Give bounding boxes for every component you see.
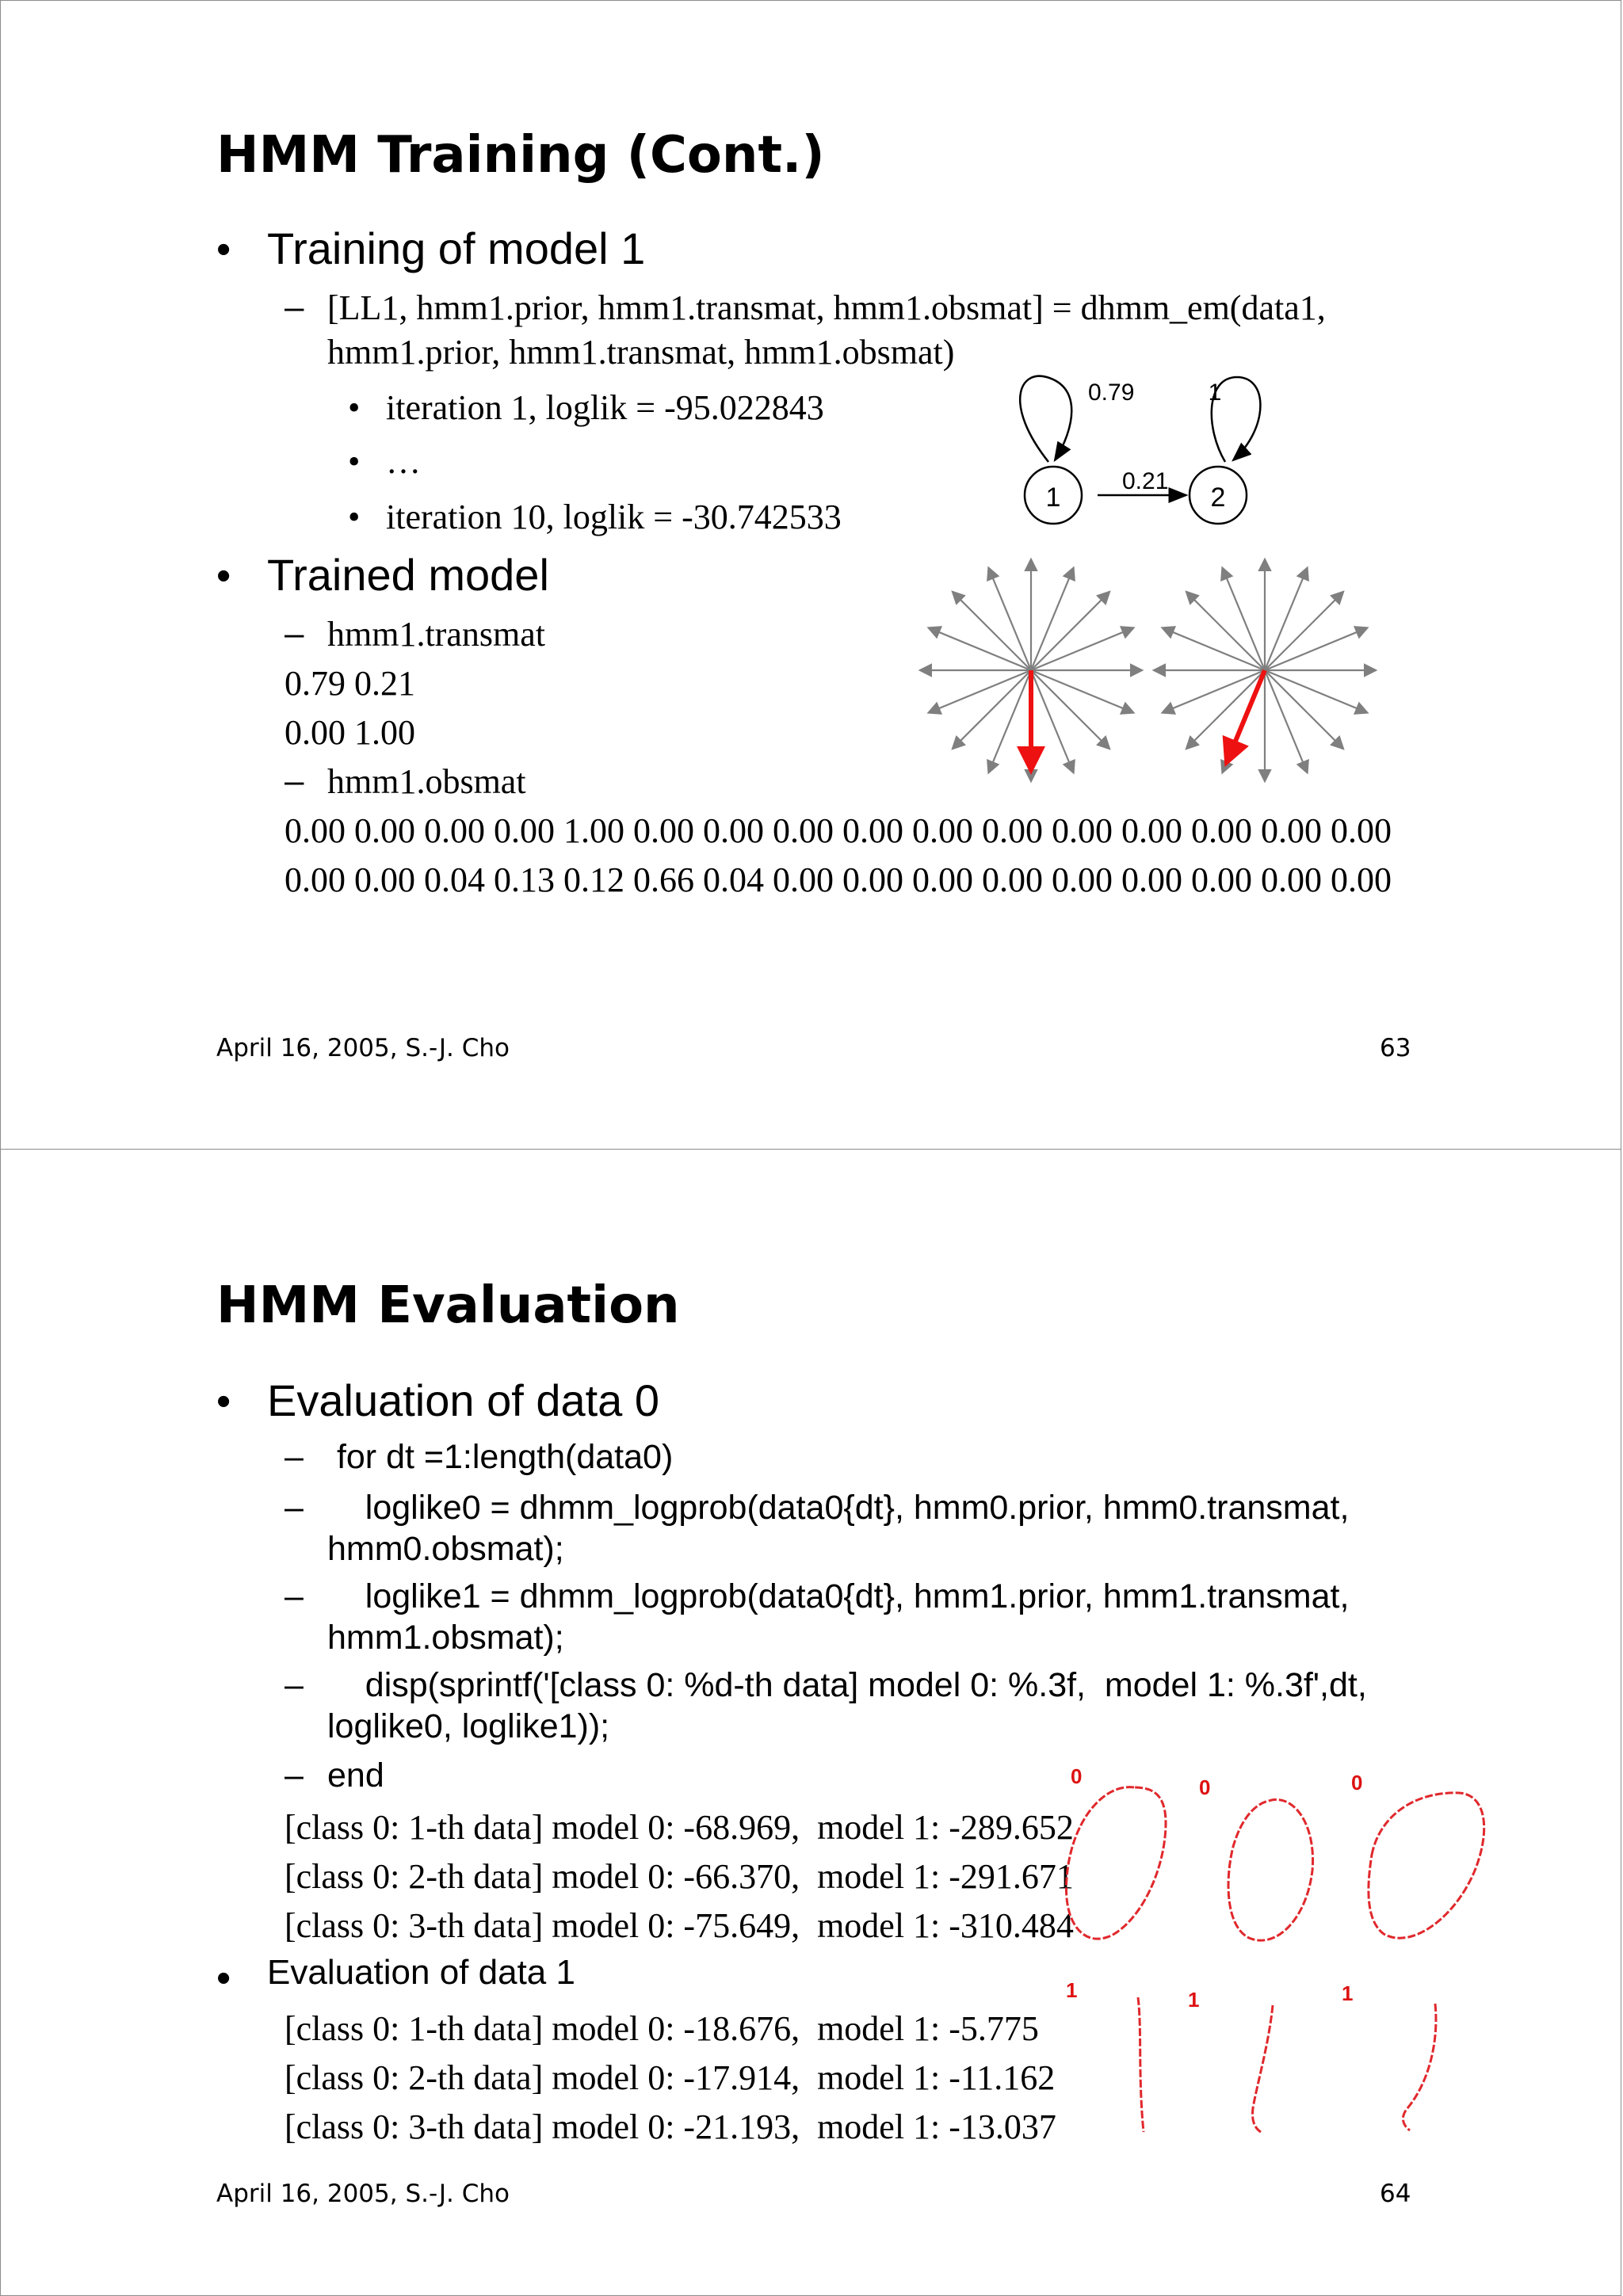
transmat-row-1: 0.79 0.21 [285,664,415,703]
digit-stroke-trace [1228,1799,1313,1940]
bullet-marker: • [216,227,231,273]
result-data0-2: [class 0: 2-th data] model 0: -66.370, model 1: -291.671 [285,1857,1074,1896]
digit-label-0a: 0 [1071,1764,1083,1788]
obsmat-row-2: 0.00 0.00 0.04 0.13 0.12 0.66 0.04 0.00 0.00 0.00 0.00 0.00 0.00 0.00 0.00 0.00 [285,860,1392,899]
self-loop-1 [1020,376,1071,462]
digit-stroke-trace [1252,2005,1273,2132]
iteration-first: iteration 1, loglik = -95.022843 [386,388,824,427]
dash-marker: – [285,1489,304,1527]
iteration-last: iteration 10, loglik = -30.742533 [386,498,842,536]
code-for-loop: for dt =1:length(data0) [327,1438,674,1476]
footer-date-author: April 16, 2005, S.-J. Cho [216,1034,510,1062]
dash-marker: – [285,1438,304,1476]
bullet-marker: • [216,553,231,599]
bullet-evaluation-data-1: Evaluation of data 1 [267,1953,575,1992]
direction-arrow [1265,670,1342,748]
sub-bullet-marker: • [348,442,361,481]
obsmat-row-1: 0.00 0.00 0.00 0.00 1.00 0.00 0.00 0.00 0.00 0.00 0.00 0.00 0.00 0.00 0.00 0.00 [285,811,1392,850]
digit-label-1b: 1 [1188,1988,1200,2012]
direction-arrow [1187,670,1265,748]
transmat-row-2: 0.00 1.00 [285,713,415,752]
dash-marker: – [285,1666,304,1704]
bullet-training-model-1: Training of model 1 [267,223,646,273]
dash-marker: – [285,761,304,800]
dash-marker: – [285,614,304,653]
footer-date-author: April 16, 2005, S.-J. Cho [216,2180,510,2208]
bullet-marker: • [216,1955,231,2001]
code-call-line-1: [LL1, hmm1.prior, hmm1.transmat, hmm1.obsmat] = dhmm_em(data1, [327,288,1326,327]
digit-stroke-trace [1138,1997,1144,2132]
digit-stroke-trace [1403,2004,1436,2130]
dash-marker: – [285,1577,304,1615]
bullet-evaluation-data-0: Evaluation of data 0 [267,1375,660,1425]
direction-arrow [1031,670,1109,748]
state-transition-diagram [1007,373,1269,532]
transmat-label: hmm1.transmat [327,615,545,654]
code-loglike0-line-2: hmm0.obsmat); [327,1530,564,1568]
sub-bullet-marker: • [348,498,361,536]
code-disp-line-2: loglike0, loglike1)); [327,1707,610,1745]
digit-label-0b: 0 [1199,1775,1211,1799]
direction-arrow [953,593,1031,670]
digit-stroke-trace [1066,1787,1166,1939]
bullet-trained-model: Trained model [267,550,549,600]
digit-label-1c: 1 [1342,1981,1354,2005]
direction-arrow [1031,593,1109,670]
direction-arrow [1187,593,1265,670]
transition-prob: 0.21 [1122,468,1169,494]
digit-label-1a: 1 [1066,1978,1078,2002]
dash-marker: – [285,1756,304,1794]
page-number: 63 [1380,1034,1411,1062]
slide-64 [0,1149,1621,2296]
sub-bullet-marker: • [348,388,361,427]
code-loglike1-line-1: loglike1 = dhmm_logprob(data0{dt}, hmm1.prior, hmm1.transmat, [327,1577,1350,1615]
page-number: 64 [1380,2180,1411,2208]
iteration-ellipsis: … [386,442,421,481]
state-2-label: 2 [1210,482,1226,513]
obs-direction-compass-state-2 [1150,555,1380,817]
code-call-line-2: hmm1.prior, hmm1.transmat, hmm1.obsmat) [327,333,955,372]
obs-direction-compass-state-1 [916,555,1146,817]
obsmat-label: hmm1.obsmat [327,762,526,801]
result-data0-3: [class 0: 3-th data] model 0: -75.649, model 1: -310.484 [285,1906,1074,1945]
dash-marker: – [285,288,304,326]
digit-stroke-trace [1369,1793,1484,1938]
slide-title: HMM Training (Cont.) [216,126,825,185]
result-data1-1: [class 0: 1-th data] model 0: -18.676, model 1: -5.775 [285,2009,1039,2048]
bullet-marker: • [216,1379,231,1425]
state-1-label: 1 [1045,482,1061,513]
digit-stroke-figure [1055,1760,1499,2156]
code-loglike0-line-1: loglike0 = dhmm_logprob(data0{dt}, hmm0.prior, hmm0.transmat, [327,1489,1350,1527]
direction-arrow [953,670,1031,748]
direction-arrow [1265,593,1342,670]
self-loop-1-prob: 0.79 [1088,379,1135,406]
digit-label-0c: 0 [1351,1771,1363,1794]
code-loglike1-line-2: hmm1.obsmat); [327,1619,564,1657]
code-disp-line-1: disp(sprintf('[class 0: %d-th data] model 0: %.3f, model 1: %.3f',dt, [327,1666,1367,1704]
result-data0-1: [class 0: 1-th data] model 0: -68.969, model 1: -289.652 [285,1808,1074,1847]
result-data1-2: [class 0: 2-th data] model 0: -17.914, model 1: -11.162 [285,2058,1056,2097]
code-end: end [327,1756,384,1794]
result-data1-3: [class 0: 3-th data] model 0: -21.193, model 1: -13.037 [285,2107,1056,2146]
slide-title: HMM Evaluation [216,1276,680,1335]
self-loop-2-prob: 1 [1208,379,1222,406]
